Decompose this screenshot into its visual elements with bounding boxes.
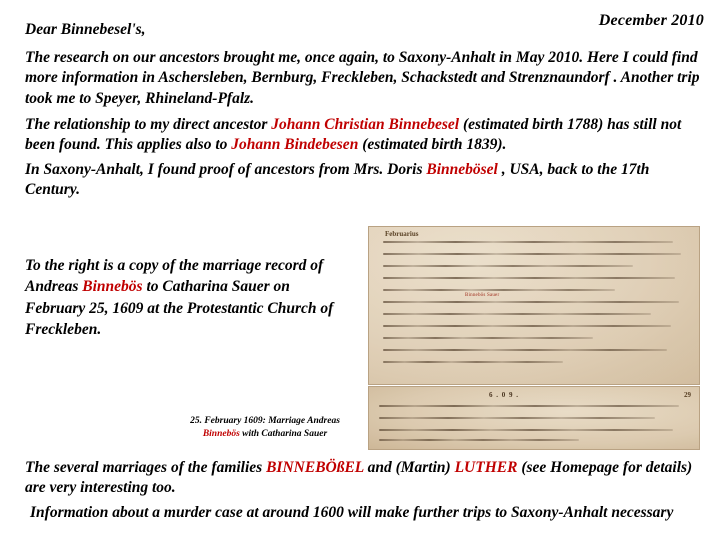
paragraph-research bbox=[25, 48, 703, 109]
paragraph-marriage-record bbox=[25, 255, 350, 341]
paragraph-saxony bbox=[25, 160, 703, 201]
marriage-record-scan-top bbox=[368, 226, 700, 385]
caption-name-binnebos: Binnebös bbox=[202, 428, 240, 439]
relationship-text-1: The relationship to my direct ancestor bbox=[25, 116, 272, 133]
toright-text-1: To the right is a copy of the marriage record of Andreas bbox=[25, 257, 324, 296]
research-text: The research on our ancestors brought me, once again, to Saxony-Anhalt in May 2010. Here I could find more information in Aschersleben, Bernburg, Freckleben, Schackstedt and Strenznaundorf . Another trip took me to Speyer, Rhineland-Pfalz. bbox=[25, 49, 700, 107]
paragraph-relationship bbox=[25, 115, 703, 156]
scan-bottom-header: 6 . 0 9 . bbox=[489, 391, 519, 399]
marriages-text-1: The several marriages of the families bbox=[25, 459, 267, 476]
family-name-binnebossel: BINNEBÖßEL bbox=[266, 459, 364, 476]
relationship-text-3: (estimated birth 1839). bbox=[358, 136, 507, 154]
caption-text-1: 25. February 1609: Marriage Andreas bbox=[190, 416, 340, 426]
scan-top-marginal: Februarius bbox=[385, 230, 419, 238]
ancestor-name-binnebosel: Binnebösel bbox=[426, 161, 498, 178]
relationship-text-2: (estimated birth 1788) has still not been found. This applies also to bbox=[25, 116, 682, 154]
letter-date: December 2010 bbox=[598, 12, 704, 29]
paragraph-murder-case bbox=[30, 503, 720, 523]
marriages-text-2: and (Martin) bbox=[363, 459, 455, 476]
paragraph-marriages bbox=[25, 458, 703, 499]
marriage-record-scan-bottom bbox=[368, 386, 700, 450]
image-caption bbox=[175, 415, 355, 441]
saxony-text-2: , USA, back to the 17th Century. bbox=[25, 161, 650, 199]
ancestor-name-johann-christian-binnebesel: Johann Christian Binnebesel bbox=[271, 116, 460, 133]
ancestor-name-binnebos: Binnebös bbox=[82, 278, 143, 296]
family-name-luther: LUTHER bbox=[454, 459, 518, 476]
caption-text-2: with Catharina Sauer bbox=[239, 428, 328, 439]
saxony-text-1: In Saxony-Anhalt, I found proof of ancestors from Mrs. Doris bbox=[25, 161, 427, 178]
toright-text-2: to Catharina Sauer on February 25, 1609 at the Protestantic Church of Freckleben. bbox=[25, 278, 334, 339]
info-text: Information about a murder case at around 1600 will make further trips to Saxony-Anhalt necessary bbox=[30, 504, 674, 521]
marriages-text-3: (see Homepage for details) are very interesting too. bbox=[25, 459, 693, 497]
scan-top-annotation: Binnebös Sauer bbox=[465, 293, 500, 298]
paragraph-greeting bbox=[25, 20, 325, 40]
scan-bottom-marginal: 29 bbox=[684, 391, 691, 399]
ancestor-name-johann-bindebesen: Johann Bindebesen bbox=[231, 136, 359, 154]
greeting-text: Dear Binnebesel's, bbox=[25, 21, 146, 38]
